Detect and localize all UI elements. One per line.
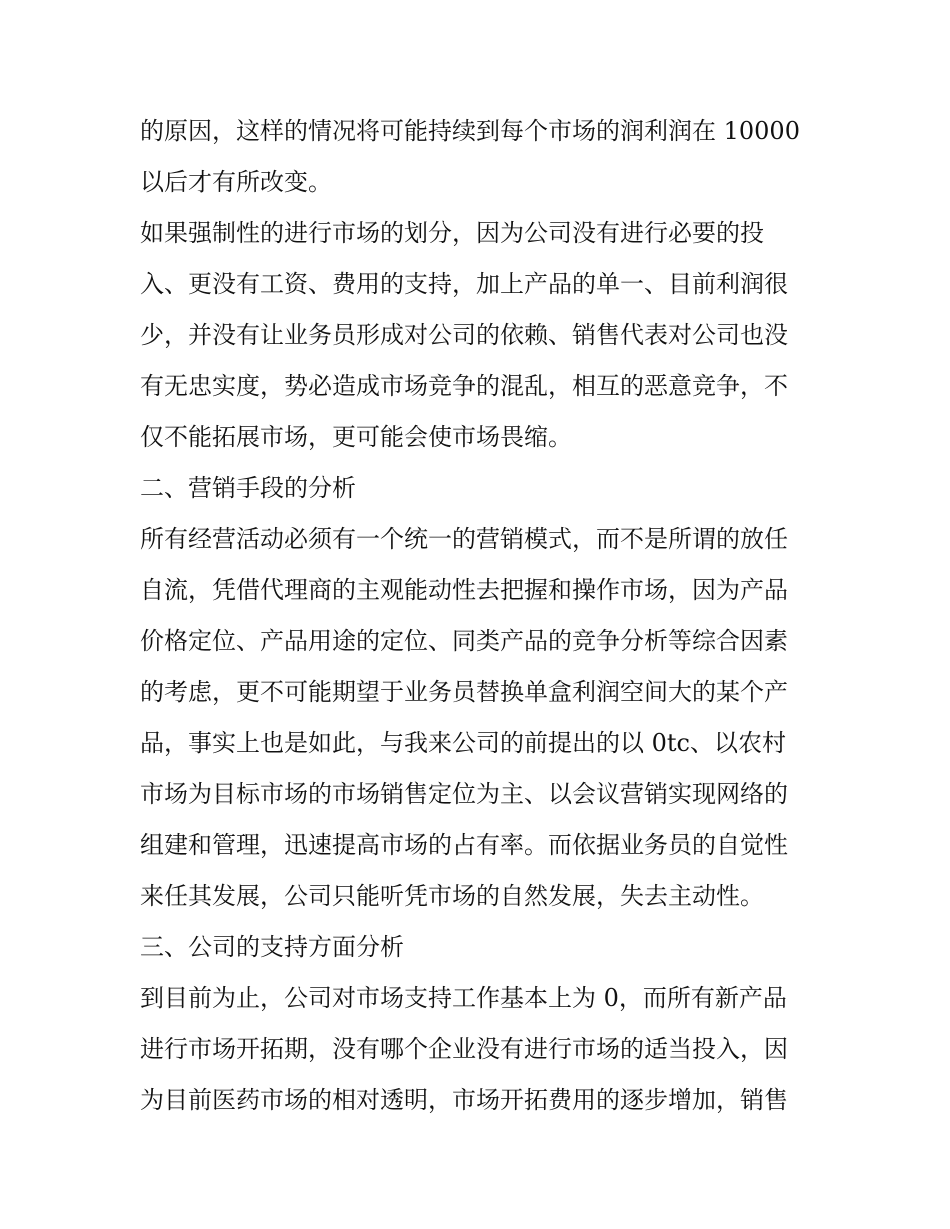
text-line-5: 少，并没有让业务员形成对公司的依赖、销售代表对公司也没: [140, 321, 788, 349]
text-line-15: 组建和管理，迅速提高市场的占有率。而依据业务员的自觉性: [140, 831, 788, 859]
text-line-1: 的原因，这样的情况将可能持续到每个市场的润利润在 10000: [140, 117, 800, 145]
text-line-7: 仅不能拓展市场，更可能会使市场畏缩。: [140, 423, 572, 451]
text-line-6: 有无忠实度，势必造成市场竞争的混乱，相互的恶意竞争，不: [140, 372, 788, 400]
text-line-11: 价格定位、产品用途的定位、同类产品的竞争分析等综合因素: [140, 627, 788, 655]
document-body: [140, 106, 812, 1126]
text-line-4: 入、更没有工资、费用的支持，加上产品的单一、目前利润很: [140, 270, 788, 298]
text-line-12: 的考虑，更不可能期望于业务员替换单盒利润空间大的某个产: [140, 678, 788, 706]
text-line-10: 自流，凭借代理商的主观能动性去把握和操作市场，因为产品: [140, 576, 788, 604]
text-line-2: 以后才有所改变。: [140, 168, 332, 196]
text-line-18: 到目前为止，公司对市场支持工作基本上为 0，而所有新产品: [140, 984, 787, 1012]
text-line-9: 所有经营活动必须有一个统一的营销模式，而不是所谓的放任: [140, 525, 788, 553]
text-line-16: 来任其发展，公司只能听凭市场的自然发展，失去主动性。: [140, 882, 764, 910]
section-heading-3: 三、公司的支持方面分析: [140, 933, 404, 961]
text-line-13: 品，事实上也是如此，与我来公司的前提出的以 0tc、以农村: [140, 729, 786, 757]
section-heading-2: 二、营销手段的分析: [140, 474, 356, 502]
text-line-19: 进行市场开拓期，没有哪个企业没有进行市场的适当投入，因: [140, 1035, 788, 1063]
text-line-14: 市场为目标市场的市场销售定位为主、以会议营销实现网络的: [140, 780, 788, 808]
text-line-3: 如果强制性的进行市场的划分，因为公司没有进行必要的投: [140, 219, 764, 247]
text-line-20: 为目前医药市场的相对透明，市场开拓费用的逐步增加，销售: [140, 1086, 788, 1114]
